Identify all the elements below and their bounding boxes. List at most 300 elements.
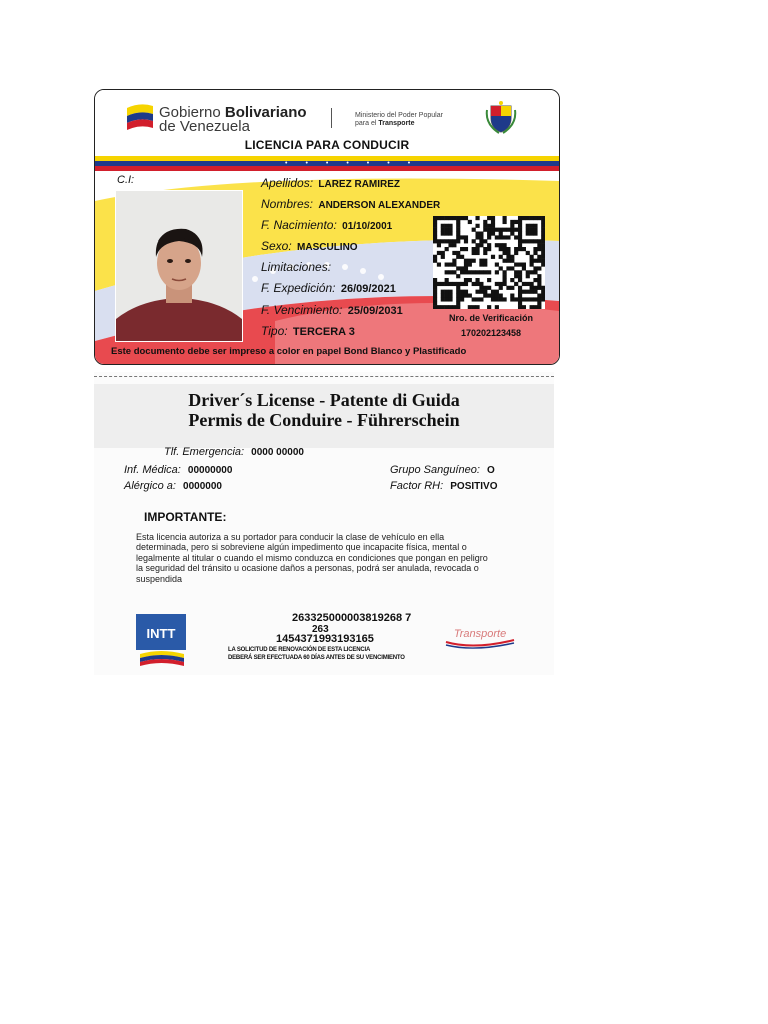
- qr-module: [530, 270, 534, 274]
- qr-module: [452, 251, 456, 255]
- qr-module: [503, 220, 507, 224]
- qr-module: [514, 282, 518, 286]
- qr-module: [491, 228, 495, 232]
- qr-module: [506, 266, 510, 270]
- qr-module: [483, 247, 487, 251]
- qr-module: [503, 278, 507, 282]
- qr-module: [537, 243, 541, 247]
- expedicion-label: F. Expedición:: [261, 281, 336, 295]
- qr-module: [503, 270, 507, 274]
- qr-module: [514, 220, 518, 224]
- qr-module: [433, 216, 437, 220]
- qr-module: [537, 274, 541, 278]
- qr-module: [433, 294, 437, 298]
- qr-module: [530, 305, 534, 309]
- qr-module: [479, 297, 483, 301]
- qr-module: [526, 251, 530, 255]
- qr-module: [537, 297, 541, 301]
- qr-module: [503, 228, 507, 232]
- field-nacimiento: [261, 218, 392, 232]
- qr-module: [537, 301, 541, 305]
- qr-module: [445, 270, 449, 274]
- qr-module: [479, 239, 483, 243]
- qr-module: [533, 290, 537, 294]
- qr-module: [433, 259, 437, 263]
- qr-module: [437, 282, 441, 286]
- qr-module: [445, 297, 449, 301]
- qr-module: [448, 216, 452, 220]
- qr-module: [518, 294, 522, 298]
- stripe-dots: •••••••: [285, 160, 429, 167]
- field-medica: [124, 464, 232, 476]
- qr-module: [499, 232, 503, 236]
- apellidos-label: Apellidos:: [261, 176, 314, 190]
- qr-module: [456, 290, 460, 294]
- qr-module: [448, 290, 452, 294]
- qr-module: [514, 274, 518, 278]
- qr-module: [468, 263, 472, 267]
- qr-module: [475, 305, 479, 309]
- qr-module: [483, 220, 487, 224]
- qr-module: [495, 297, 499, 301]
- qr-module: [441, 239, 445, 243]
- qr-module: [533, 232, 537, 236]
- qr-module: [499, 235, 503, 239]
- qr-module: [541, 228, 545, 232]
- tipo-label: Tipo:: [261, 324, 288, 338]
- qr-module: [479, 232, 483, 236]
- qr-module: [441, 305, 445, 309]
- qr-module: [537, 247, 541, 251]
- qr-module: [541, 235, 545, 239]
- qr-module: [487, 232, 491, 236]
- qr-module: [433, 220, 437, 224]
- qr-module: [491, 294, 495, 298]
- qr-module: [503, 247, 507, 251]
- qr-module: [464, 247, 468, 251]
- qr-module: [456, 297, 460, 301]
- qr-module: [526, 232, 530, 236]
- qr-module: [475, 282, 479, 286]
- qr-module: [456, 282, 460, 286]
- field-sanguineo: [390, 464, 495, 476]
- card-title: LICENCIA PARA CONDUCIR: [244, 138, 410, 152]
- qr-module: [468, 305, 472, 309]
- qr-module: [452, 282, 456, 286]
- qr-module: [475, 297, 479, 301]
- print-instructions: Este documento debe ser impreso a color en papel Bond Blanco y Plastificado: [111, 346, 467, 357]
- qr-module: [503, 259, 507, 263]
- qr-module: [441, 282, 445, 286]
- qr-module: [510, 286, 514, 290]
- qr-module: [468, 270, 472, 274]
- qr-module: [479, 235, 483, 239]
- qr-module: [499, 255, 503, 259]
- qr-module: [503, 243, 507, 247]
- qr-module: [456, 239, 460, 243]
- qr-module: [487, 224, 491, 228]
- qr-module: [460, 247, 464, 251]
- qr-module: [491, 224, 495, 228]
- qr-module: [510, 232, 514, 236]
- qr-module: [518, 235, 522, 239]
- qr-module: [491, 255, 495, 259]
- qr-module: [456, 232, 460, 236]
- qr-module: [514, 270, 518, 274]
- qr-module: [495, 290, 499, 294]
- qr-module: [499, 294, 503, 298]
- qr-module: [456, 228, 460, 232]
- qr-module: [518, 216, 522, 220]
- qr-module: [491, 290, 495, 294]
- qr-module: [448, 294, 452, 298]
- qr-module: [522, 297, 526, 301]
- qr-module: [522, 305, 526, 309]
- qr-module: [518, 301, 522, 305]
- qr-module: [456, 220, 460, 224]
- qr-module: [464, 290, 468, 294]
- venezuela-flag-logo: [125, 102, 155, 130]
- field-vencimiento: [261, 303, 403, 317]
- qr-module: [506, 255, 510, 259]
- intt-logo: [136, 614, 186, 666]
- qr-module: [475, 290, 479, 294]
- qr-module: [533, 216, 537, 220]
- qr-module: [437, 251, 441, 255]
- qr-module: [495, 243, 499, 247]
- qr-module: [537, 259, 541, 263]
- qr-module: [445, 294, 449, 298]
- qr-module: [510, 278, 514, 282]
- qr-module: [518, 228, 522, 232]
- license-front-card: [94, 89, 560, 365]
- qr-module: [468, 294, 472, 298]
- qr-module: [475, 224, 479, 228]
- barcode-number: 263325000003819268 7: [292, 612, 412, 624]
- holder-photo: [115, 190, 243, 342]
- qr-module: [514, 251, 518, 255]
- qr-module: [530, 263, 534, 267]
- qr-module: [499, 247, 503, 251]
- qr-module: [460, 270, 464, 274]
- qr-module: [452, 259, 456, 263]
- verification-number: 170202123458: [460, 328, 522, 338]
- nacimiento-value: 01/10/2001: [342, 221, 393, 232]
- qr-module: [530, 259, 534, 263]
- qr-module: [533, 286, 537, 290]
- qr-module: [479, 282, 483, 286]
- qr-module: [495, 282, 499, 286]
- qr-module: [472, 228, 476, 232]
- coat-of-arms-icon: [485, 100, 517, 134]
- qr-module: [483, 286, 487, 290]
- qr-module: [456, 255, 460, 259]
- qr-module: [522, 239, 526, 243]
- qr-module: [541, 220, 545, 224]
- qr-module: [541, 232, 545, 236]
- qr-module: [499, 282, 503, 286]
- qr-module: [441, 228, 445, 232]
- qr-module: [456, 216, 460, 220]
- importante-text: Esta licencia autoriza a su portador para conducir la clase de vehículo en ella determinada, pero si sobreviene algún impedimento que incapacite física, mental o legalmente al titular o cuando el mismo conduzca en condiciones que pongan en peligro la seguridad del tránsito u ocasione daños a personas, podrá ser anulada, revocada o suspendida: [136, 532, 488, 584]
- qr-module: [468, 278, 472, 282]
- qr-module: [475, 232, 479, 236]
- qr-module: [483, 270, 487, 274]
- qr-module: [456, 294, 460, 298]
- qr-module: [503, 297, 507, 301]
- qr-module: [522, 266, 526, 270]
- qr-module: [456, 305, 460, 309]
- qr-module: [530, 255, 534, 259]
- qr-module: [541, 251, 545, 255]
- qr-module: [530, 282, 534, 286]
- qr-module: [456, 251, 460, 255]
- qr-module: [495, 270, 499, 274]
- qr-module: [487, 228, 491, 232]
- qr-module: [464, 216, 468, 220]
- qr-module: [541, 239, 545, 243]
- qr-module: [533, 259, 537, 263]
- qr-module: [437, 243, 441, 247]
- nacimiento-label: F. Nacimiento:: [261, 218, 337, 232]
- qr-module: [452, 243, 456, 247]
- qr-module: [468, 220, 472, 224]
- qr-module: [491, 297, 495, 301]
- qr-module: [456, 224, 460, 228]
- qr-module: [541, 294, 545, 298]
- qr-module: [464, 294, 468, 298]
- qr-module: [499, 297, 503, 301]
- qr-module: [533, 224, 537, 228]
- qr-module: [526, 274, 530, 278]
- qr-module: [518, 278, 522, 282]
- qr-module: [433, 255, 437, 259]
- field-tipo: [261, 324, 355, 338]
- qr-module: [433, 297, 437, 301]
- qr-module: [441, 251, 445, 255]
- qr-module: [483, 259, 487, 263]
- qr-module: [472, 251, 476, 255]
- qr-code: [433, 216, 545, 309]
- qr-module: [510, 224, 514, 228]
- renewal-note-line2: DEBERÁ SER EFECTUADA 60 DÍAS ANTES DE SU VENCIMIENTO: [228, 655, 405, 661]
- qr-module: [464, 239, 468, 243]
- qr-module: [495, 263, 499, 267]
- alergico-value: 0000000: [183, 481, 222, 492]
- medica-value: 00000000: [187, 465, 233, 476]
- back-title-line1: Driver´s License - Patente di Guida: [188, 390, 460, 410]
- qr-module: [522, 282, 526, 286]
- sanguineo-value: O: [486, 465, 495, 476]
- qr-module: [491, 232, 495, 236]
- qr-module: [433, 224, 437, 228]
- qr-module: [518, 297, 522, 301]
- rh-label: Factor RH:: [390, 480, 444, 492]
- qr-module: [445, 305, 449, 309]
- transporte-logo: [444, 620, 516, 650]
- ministry-text: Ministerio del Poder Popular para el Transporte: [355, 112, 443, 127]
- qr-module: [456, 301, 460, 305]
- qr-module: [518, 270, 522, 274]
- qr-module: [441, 216, 445, 220]
- qr-module: [487, 286, 491, 290]
- qr-module: [533, 270, 537, 274]
- transporte-logo-text: Transporte: [453, 628, 507, 640]
- qr-module: [503, 216, 507, 220]
- qr-module: [456, 286, 460, 290]
- code-long: 1454371993193165: [276, 633, 374, 645]
- qr-module: [530, 228, 534, 232]
- qr-module: [518, 305, 522, 309]
- qr-module: [518, 286, 522, 290]
- qr-module: [541, 216, 545, 220]
- qr-module: [433, 228, 437, 232]
- qr-module: [448, 282, 452, 286]
- qr-module: [433, 286, 437, 290]
- qr-module: [445, 239, 449, 243]
- qr-module: [475, 247, 479, 251]
- cut-line: [94, 376, 554, 377]
- qr-module: [479, 286, 483, 290]
- field-limitaciones: [261, 260, 331, 274]
- vencimiento-value: 25/09/2031: [347, 305, 403, 317]
- qr-module: [460, 216, 464, 220]
- field-apellidos: [261, 176, 400, 190]
- qr-module: [445, 282, 449, 286]
- qr-module: [537, 278, 541, 282]
- qr-module: [464, 259, 468, 263]
- qr-module: [533, 239, 537, 243]
- qr-module: [445, 290, 449, 294]
- qr-module: [514, 263, 518, 267]
- qr-module: [499, 286, 503, 290]
- qr-module: [475, 270, 479, 274]
- qr-module: [495, 235, 499, 239]
- field-expedicion: [261, 281, 396, 295]
- qr-module: [479, 270, 483, 274]
- qr-module: [475, 278, 479, 282]
- qr-module: [448, 297, 452, 301]
- qr-module: [460, 235, 464, 239]
- qr-module: [541, 286, 545, 290]
- qr-module: [506, 286, 510, 290]
- qr-module: [514, 235, 518, 239]
- qr-module: [483, 290, 487, 294]
- qr-module: [518, 220, 522, 224]
- qr-module: [487, 305, 491, 309]
- qr-module: [448, 243, 452, 247]
- qr-module: [526, 228, 530, 232]
- qr-module: [514, 297, 518, 301]
- qr-module: [472, 297, 476, 301]
- qr-module: [530, 290, 534, 294]
- qr-module: [483, 263, 487, 267]
- qr-module: [487, 278, 491, 282]
- qr-module: [468, 259, 472, 263]
- qr-module: [472, 239, 476, 243]
- field-rh: [390, 480, 497, 492]
- qr-module: [479, 290, 483, 294]
- qr-module: [537, 286, 541, 290]
- qr-module: [452, 263, 456, 267]
- qr-module: [530, 297, 534, 301]
- qr-module: [460, 297, 464, 301]
- qr-module: [533, 266, 537, 270]
- code-short: 263: [312, 624, 329, 635]
- field-sexo: [261, 239, 358, 253]
- qr-module: [433, 305, 437, 309]
- field-alergico: [124, 480, 222, 492]
- qr-module: [541, 247, 545, 251]
- qr-module: [441, 232, 445, 236]
- qr-module: [445, 247, 449, 251]
- qr-module: [510, 220, 514, 224]
- qr-module: [456, 274, 460, 278]
- qr-module: [518, 243, 522, 247]
- qr-module: [526, 297, 530, 301]
- qr-module: [464, 266, 468, 270]
- qr-module: [464, 263, 468, 267]
- qr-module: [452, 216, 456, 220]
- field-nombres: [261, 197, 440, 211]
- qr-module: [445, 278, 449, 282]
- qr-module: [518, 274, 522, 278]
- qr-module: [445, 216, 449, 220]
- qr-module: [483, 224, 487, 228]
- qr-module: [464, 282, 468, 286]
- qr-module: [487, 270, 491, 274]
- qr-module: [448, 270, 452, 274]
- qr-module: [433, 239, 437, 243]
- qr-module: [503, 251, 507, 255]
- qr-module: [464, 270, 468, 274]
- qr-module: [460, 282, 464, 286]
- qr-module: [499, 228, 503, 232]
- emergencia-label: Tlf. Emergencia:: [164, 446, 245, 458]
- qr-module: [452, 305, 456, 309]
- qr-module: [479, 259, 483, 263]
- qr-module: [460, 266, 464, 270]
- medica-label: Inf. Médica:: [124, 464, 181, 476]
- sexo-label: Sexo:: [261, 239, 292, 253]
- qr-module: [456, 266, 460, 270]
- qr-module: [433, 278, 437, 282]
- qr-module: [518, 232, 522, 236]
- qr-module: [483, 239, 487, 243]
- sanguineo-label: Grupo Sanguíneo:: [390, 464, 480, 476]
- qr-module: [464, 278, 468, 282]
- qr-module: [495, 305, 499, 309]
- qr-module: [537, 216, 541, 220]
- qr-module: [445, 228, 449, 232]
- qr-module: [448, 305, 452, 309]
- qr-module: [526, 224, 530, 228]
- ci-label: C.I:: [117, 174, 135, 186]
- nombres-label: Nombres:: [261, 197, 314, 211]
- qr-module: [537, 266, 541, 270]
- qr-module: [506, 259, 510, 263]
- vencimiento-label: F. Vencimiento:: [261, 303, 343, 317]
- verification-label: Nro. de Verificación: [448, 313, 534, 323]
- qr-module: [518, 263, 522, 267]
- qr-module: [530, 286, 534, 290]
- tipo-value: TERCERA 3: [292, 326, 355, 338]
- qr-module: [526, 270, 530, 274]
- qr-module: [433, 235, 437, 239]
- qr-module: [441, 297, 445, 301]
- intt-logo-text: INTT: [146, 626, 176, 641]
- qr-module: [526, 216, 530, 220]
